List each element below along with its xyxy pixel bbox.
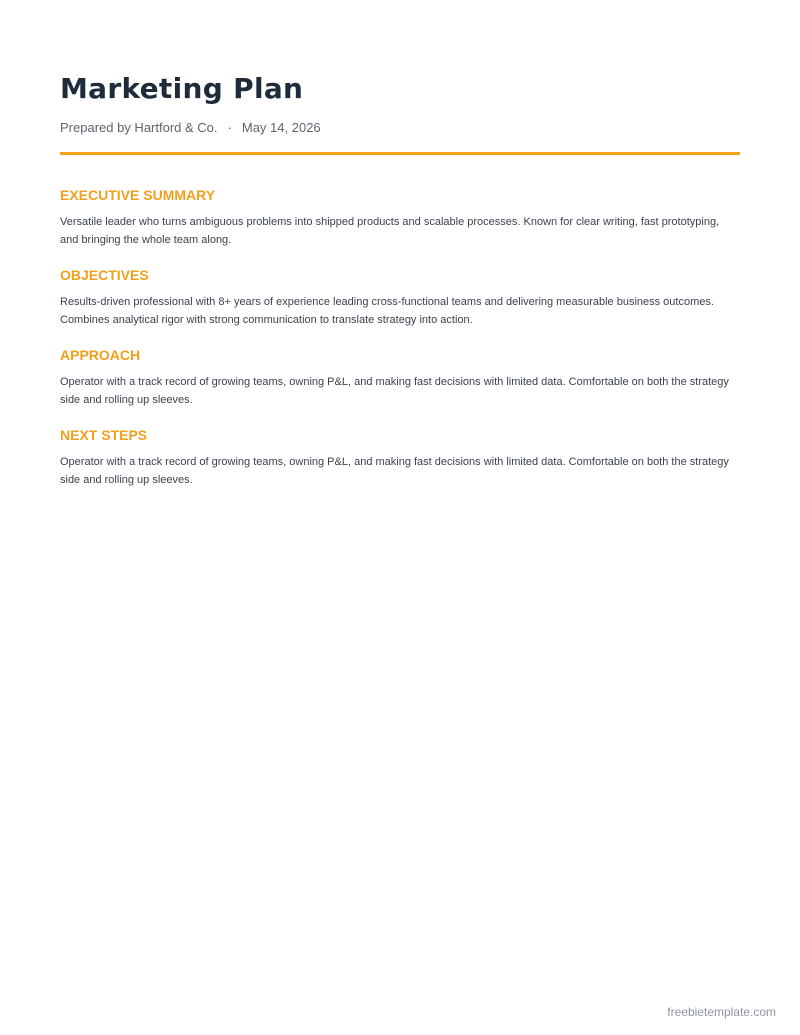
document-meta bbox=[60, 120, 321, 135]
section-heading: EXECUTIVE SUMMARY bbox=[60, 187, 216, 203]
document-date: May 14, 2026 bbox=[241, 120, 321, 135]
footer-watermark: freebietemplate.com bbox=[667, 1005, 776, 1019]
section-next-steps bbox=[60, 426, 740, 489]
section-objectives bbox=[60, 266, 740, 329]
section-heading: OBJECTIVES bbox=[60, 267, 149, 283]
meta-separator: · bbox=[227, 120, 232, 135]
header-divider bbox=[60, 152, 740, 155]
section-body: Operator with a track record of growing teams, owning P&L, and making fast decisions with limited data. Comfortable on both the strategy side and rolling up sleeves. bbox=[60, 456, 729, 486]
section-executive-summary bbox=[60, 186, 740, 249]
section-approach bbox=[60, 346, 740, 409]
section-heading: NEXT STEPS bbox=[60, 427, 148, 443]
section-body: Results-driven professional with 8+ years of experience leading cross-functional teams and delivering measurable business outcomes. Combines analytical rigor with strong communication to translate strategy into action. bbox=[60, 296, 714, 326]
section-body: Operator with a track record of growing teams, owning P&L, and making fast decisions with limited data. Comfortable on both the strategy side and rolling up sleeves. bbox=[60, 376, 729, 406]
section-heading: APPROACH bbox=[60, 347, 141, 363]
document-title: Marketing Plan bbox=[60, 72, 304, 105]
section-body: Versatile leader who turns ambiguous problems into shipped products and scalable processes. Known for clear writing, fast prototyping, and bringing the whole team along. bbox=[60, 216, 720, 246]
prepared-by-text: Prepared by Hartford & Co. bbox=[60, 120, 218, 135]
